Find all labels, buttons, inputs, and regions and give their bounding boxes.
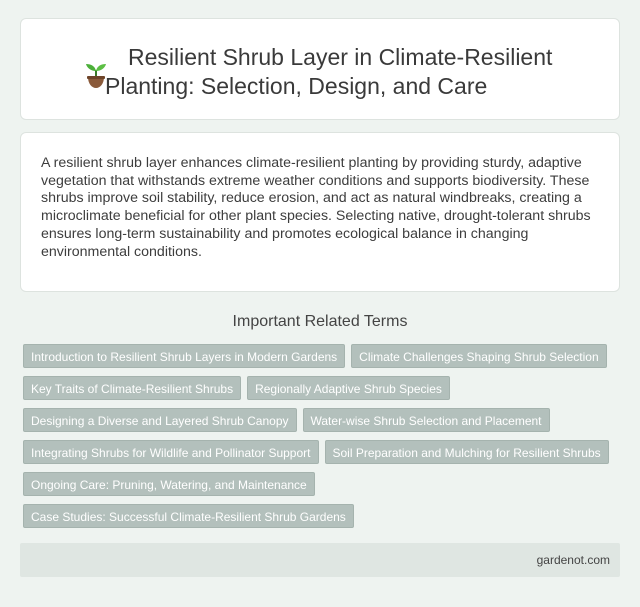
intro-paragraph: A resilient shrub layer enhances climate-resilient planting by providing sturdy, adaptive vegetation that withstands extreme weather conditions and supports biodiversity. These shrubs improve soil stability, reduce erosion, and act as natural windbreaks, creating a microclimate beneficial for other plant species. Selecting native, drought-tolerant shrubs ensures long-term sustainability and promotes ecological balance in changing environmental conditions. [41,155,591,260]
term-tag[interactable]: Integrating Shrubs for Wildlife and Pollinator Support [23,440,319,464]
term-tag[interactable]: Case Studies: Successful Climate-Resilient Shrub Gardens [23,504,354,528]
term-tag[interactable]: Introduction to Resilient Shrub Layers in Modern Gardens [23,344,345,368]
tag-row [23,504,623,536]
tag-row [23,472,623,504]
term-tag[interactable]: Ongoing Care: Pruning, Watering, and Maintenance [23,472,315,496]
tag-row [23,440,623,472]
footer [20,543,620,577]
tag-row [23,344,623,376]
term-tag[interactable]: Climate Challenges Shaping Shrub Selection [351,344,606,368]
intro-card [20,132,620,292]
page-title: Resilient Shrub Layer in Climate-Resilient Planting: Selection, Design, and Care [105,44,553,99]
term-tag[interactable]: Key Traits of Climate-Resilient Shrubs [23,376,241,400]
title-card [20,18,620,120]
tag-row [23,408,623,440]
term-tag[interactable]: Soil Preparation and Mulching for Resilient Shrubs [325,440,609,464]
related-terms-heading: Important Related Terms [232,313,408,330]
term-tag[interactable]: Water-wise Shrub Selection and Placement [303,408,550,432]
term-tag[interactable]: Regionally Adaptive Shrub Species [247,376,450,400]
term-tag[interactable]: Designing a Diverse and Layered Shrub Canopy [23,408,297,432]
footer-site-link[interactable]: gardenot.com [536,553,610,567]
tag-row [23,376,623,408]
related-terms-list [23,344,623,536]
